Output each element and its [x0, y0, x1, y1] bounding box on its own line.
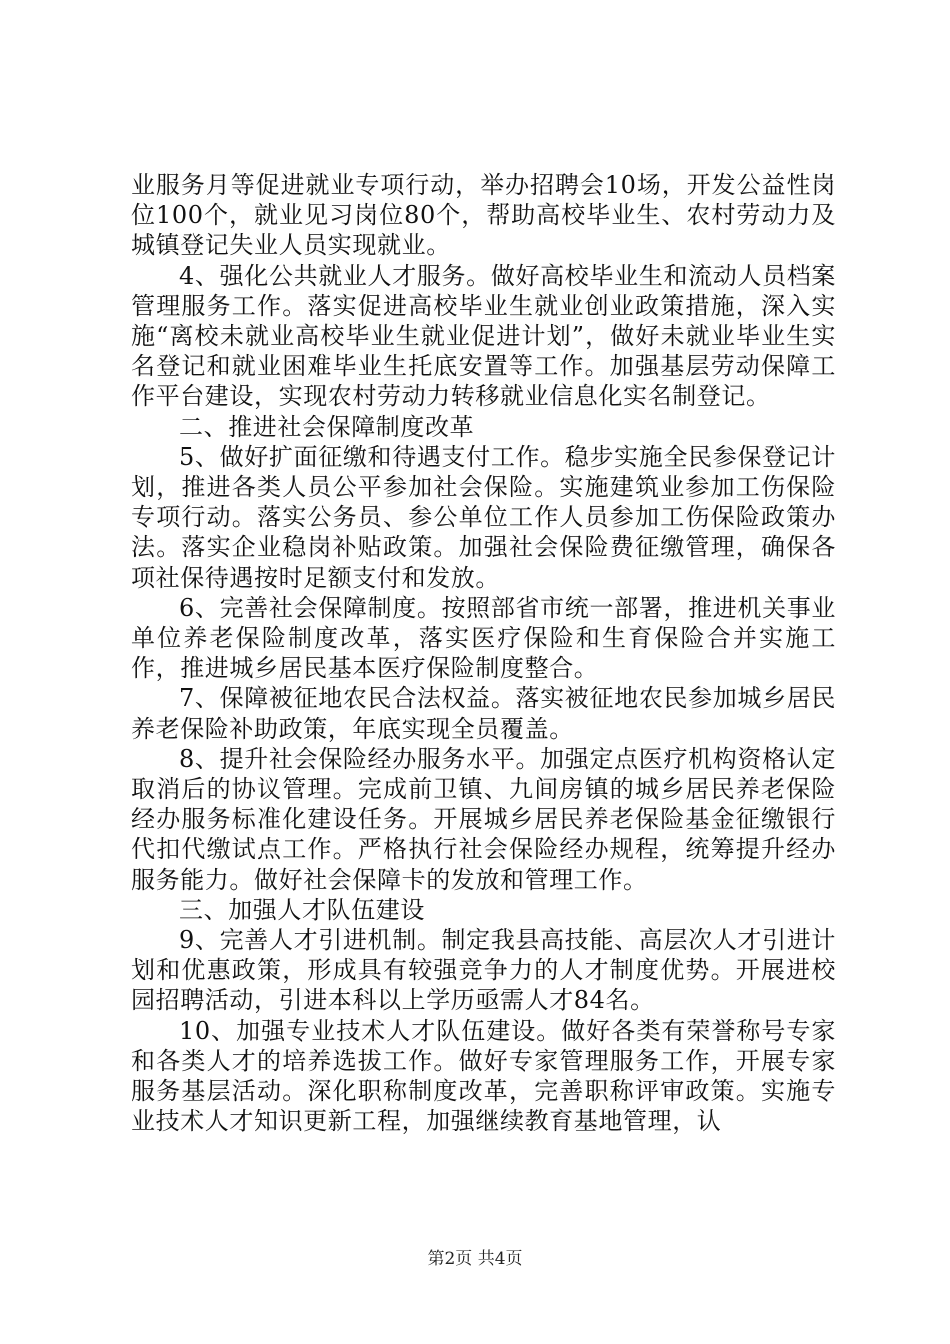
section-heading-2: 二、推进社会保障制度改革 — [179, 412, 475, 441]
paragraph-item-5: 5、做好扩面征缴和待遇支付工作。稳步实施全民参保登记计划，推进各类人员公平参加社会保险。实施建筑业参加工伤保险专项行动。落实公务员、参公单位工作人员参加工伤保险政策办法。落实企业稳岗补贴政策。加强社会保险费征缴管理，确保各项社保待遇按时足额支付和发放。 — [131, 442, 836, 592]
paragraph-item-10: 10、加强专业技术人才队伍建设。做好各类有荣誉称号专家和各类人才的培养选拔工作。做好专家管理服务工作，开展专家服务基层活动。深化职称制度改革，完善职称评审政策。实施专业技术人才知识更新工程，加强继续教育基地管理，认 — [131, 1016, 836, 1136]
document-body — [131, 170, 836, 1137]
section-heading-3: 三、加强人才队伍建设 — [179, 895, 425, 924]
paragraph-item-4: 4、强化公共就业人才服务。做好高校毕业生和流动人员档案管理服务工作。落实促进高校毕业生就业创业政策措施，深入实施“离校未就业高校毕业生就业促进计划”，做好未就业毕业生实名登记和就业困难毕业生托底安置等工作。加强基层劳动保障工作平台建设，实现农村劳动力转移就业信息化实名制登记。 — [131, 261, 836, 411]
page-number-footer: 第2页 共4页 — [427, 1249, 523, 1269]
paragraph-item-8: 8、提升社会保险经办服务水平。加强定点医疗机构资格认定取消后的协议管理。完成前卫镇、九间房镇的城乡居民养老保险经办服务标准化建设任务。开展城乡居民养老保险基金征缴银行代扣代缴试点工作。严格执行社会保险经办规程，统筹提升经办服务能力。做好社会保障卡的发放和管理工作。 — [131, 744, 836, 894]
paragraph-item-6: 6、完善社会保障制度。按照部省市统一部署，推进机关事业单位养老保险制度改革，落实医疗保险和生育保险合并实施工作，推进城乡居民基本医疗保险制度整合。 — [131, 593, 836, 683]
paragraph-item-7: 7、保障被征地农民合法权益。落实被征地农民参加城乡居民养老保险补助政策，年底实现全员覆盖。 — [131, 684, 836, 743]
paragraph-item-9: 9、完善人才引进机制。制定我县高技能、高层次人才引进计划和优惠政策，形成具有较强竞争力的人才制度优势。开展进校园招聘活动，引进本科以上学历亟需人才84名。 — [131, 926, 836, 1015]
paragraph-continuation: 业服务月等促进就业专项行动，举办招聘会10场，开发公益性岗位100个，就业见习岗位80个，帮助高校毕业生、农村劳动力及城镇登记失业人员实现就业。 — [131, 171, 836, 260]
